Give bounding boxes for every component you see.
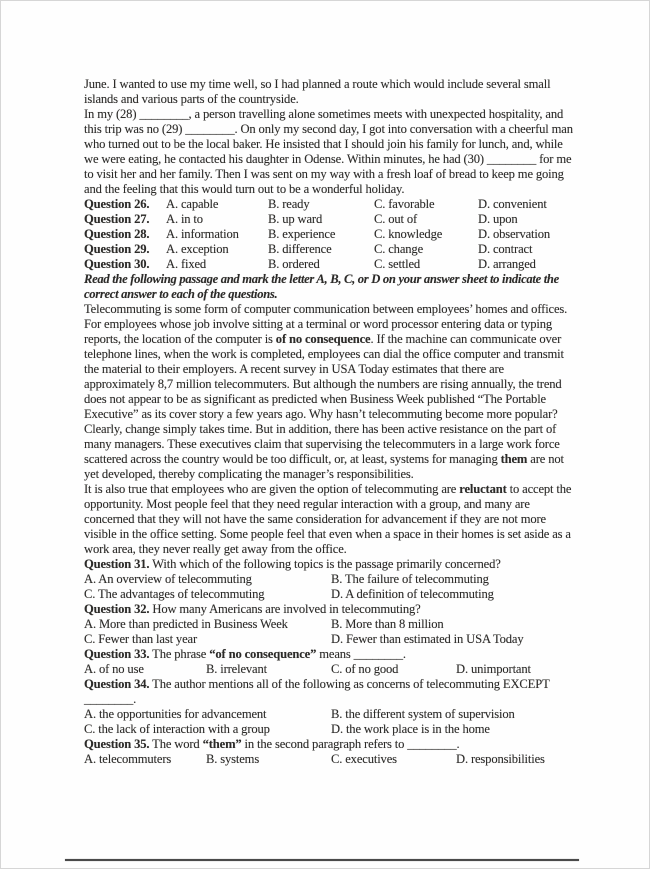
option-d: D. the work place is in the home [331,722,490,736]
option-d: D. Fewer than estimated in USA Today [331,632,524,646]
passage-text: . If the machine can communicate over telephone lines, when the work is completed, employees can dial the office computer and transmit the material to their employers. A recent survey in USA Today estimates that there are approximately 8,7 million telecommuters. But although the numbers are rising annually, the trend does not appear to be as significant as predicted when Business Week published “The Portable Executive” as its cover story a few years ago. Why hasn’t telecommuting become more popular? [84,332,564,421]
option-b: B. ordered [268,257,320,271]
footer-rule [65,859,579,861]
passage-bold-term: of no consequence [275,332,371,346]
option-c: C. settled [374,257,421,271]
question-stem: The phrase [152,647,210,661]
option-d: D. arranged [478,257,536,271]
option-b: B. More than 8 million [331,617,444,631]
question-bold-term: “them” [202,737,242,751]
option-c: C. of no good [331,662,399,676]
option-d: D. convenient [478,197,547,211]
passage-text: to accept the opportunity. Most people feel that they need regular interaction with a group, and many are concerned that they will not have the same consideration for advancement if they are not more visible in the office setting. Some people feel that even when a space in their homes is set aside as a work area, they never really get away from the office. [84,482,572,556]
question-stem: How many Americans are involved in telecommuting? [152,602,421,616]
option-d: D. upon [478,212,518,226]
option-d: D. responsibilities [456,752,545,766]
question-label: Question 34. [84,677,150,691]
question-label: Question 29. [84,242,150,256]
question-stem: The word [152,737,203,751]
question-label: Question 31. [84,557,150,571]
option-c: C. knowledge [374,227,443,241]
passage-text: Clearly, change simply takes time. But in addition, there has been active resistance on the part of many managers. These executives claim that supervising the telecommuters in a large work force scattered across the country would be too difficult, or, at least, systems for managing [84,422,560,466]
option-a: A. telecommuters [84,752,172,766]
option-d: D. contract [478,242,533,256]
question-stem: With which of the following topics is the passage primarily concerned? [152,557,501,571]
question-35-options [84,752,576,767]
option-d: D. A definition of telecommuting [331,587,494,601]
question-32-text [84,602,576,617]
option-a: A. in to [166,212,203,226]
page-content [84,77,576,767]
question-29-row [84,242,576,257]
question-34-text [84,677,576,707]
question-bold-term: “of no consequence” [209,647,317,661]
passage-text: Telecommuting is some form of computer communication between employees’ homes and offices. For employees whose job involve sitting at a terminal or word processor entering data or typing reports, the location of the computer is [84,302,568,346]
option-a: A. exception [166,242,229,256]
option-b: B. ready [268,197,310,211]
question-32-options [84,617,576,647]
question-label: Question 35. [84,737,150,751]
option-c: C. Fewer than last year [84,632,198,646]
question-33-options [84,662,576,677]
option-c: C. out of [374,212,418,226]
question-stem: in the second paragraph refers to ________. [241,737,460,751]
question-label: Question 27. [84,212,150,226]
option-a: A. the opportunities for advancement [84,707,267,721]
option-c: C. executives [331,752,397,766]
passage-bold-term: them [500,452,528,466]
question-label: Question 33. [84,647,150,661]
option-b: B. the different system of supervision [331,707,515,721]
cloze-intro-paragraph: June. I wanted to use my time well, so I had planned a route which would include several small islands and various parts of the countryside. [84,77,551,106]
option-b: B. irrelevant [206,662,267,676]
passage-text: are not yet developed, thereby complicating the manager’s responsibilities. [84,452,564,481]
option-b: B. systems [206,752,260,766]
option-a: A. fixed [166,257,207,271]
passage-paragraph-2 [84,422,576,482]
option-c: C. The advantages of telecommuting [84,587,265,601]
question-35-text [84,737,576,752]
question-stem: The author mentions all of the following as concerns of telecommuting EXCEPT ________. [84,677,550,706]
option-a: A. More than predicted in Business Week [84,617,288,631]
passage-text: It is also true that employees who are given the option of telecommuting are [84,482,460,496]
question-26-row [84,197,576,212]
question-31-text [84,557,576,572]
option-c: C. change [374,242,424,256]
question-30-row [84,257,576,272]
question-label: Question 32. [84,602,150,616]
option-b: B. experience [268,227,336,241]
section-instruction: Read the following passage and mark the letter A, B, C, or D on your answer sheet to indicate the correct answer to each of the questions. [84,272,559,301]
option-a: A. information [166,227,239,241]
question-label: Question 28. [84,227,150,241]
option-a: A. An overview of telecommuting [84,572,252,586]
question-label: Question 30. [84,257,150,271]
option-b: B. up ward [268,212,323,226]
option-a: A. capable [166,197,219,211]
option-b: B. difference [268,242,332,256]
passage-paragraph-1 [84,302,576,422]
question-33-text [84,647,576,662]
question-label: Question 26. [84,197,150,211]
cloze-passage-paragraph: In my (28) ________, a person travelling alone sometimes meets with unexpected hospitality, and this trip was no (29) ________. On only my second day, I got into conversation with a cheerful man who turned out to be the local baker. He insisted that I should join his family for lunch, and, while we were eating, he contacted his daughter in Odense. Within minutes, he had (30) ________ for me to visit her and her family. Then I was sent on my way with a fresh loaf of bread to keep me going and the feeling that this would turn out to be a wonderful holiday. [84,107,573,196]
question-stem: means ________. [316,647,406,661]
passage-bold-term: reluctant [459,482,507,496]
question-27-row [84,212,576,227]
question-31-options [84,572,576,602]
passage-paragraph-3 [84,482,576,557]
question-28-row [84,227,576,242]
question-34-options [84,707,576,737]
option-d: D. unimportant [456,662,531,676]
option-a: A. of no use [84,662,144,676]
option-b: B. The failure of telecommuting [331,572,489,586]
option-c: C. favorable [374,197,435,211]
option-d: D. observation [478,227,551,241]
option-c: C. the lack of interaction with a group [84,722,270,736]
